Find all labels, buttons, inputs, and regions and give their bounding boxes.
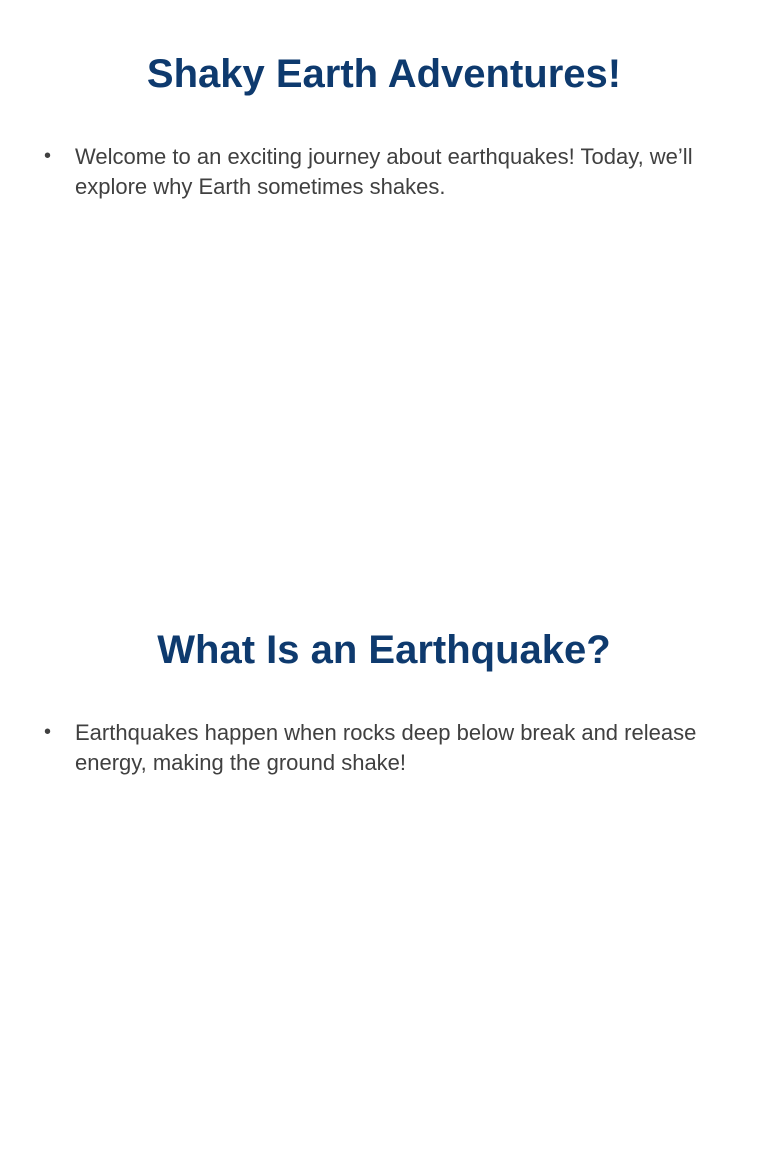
bullet-item [44,718,704,778]
bullet-text: Earthquakes happen when rocks deep below break and release energy, making the ground shake! [75,720,697,775]
bullet-marker: • [44,721,52,743]
bullet-list [44,718,704,778]
slide-2 [0,576,768,1152]
slide-title: Shaky Earth Adventures! [146,52,622,96]
bullet-item [44,142,704,202]
bullet-marker: • [44,145,52,167]
slide-title: What Is an Earthquake? [157,628,611,672]
bullet-list [44,142,704,202]
bullet-text: Welcome to an exciting journey about earthquakes! Today, we’ll explore why Earth sometimes shakes. [75,144,693,199]
